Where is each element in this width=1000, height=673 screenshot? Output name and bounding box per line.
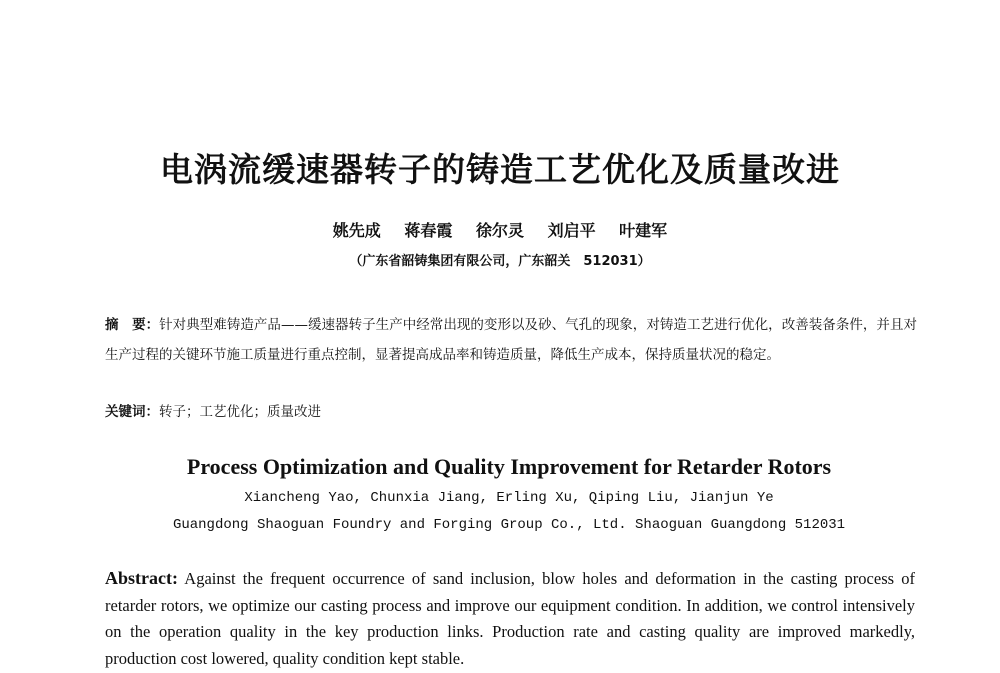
chinese-author: 徐尔灵 <box>475 221 524 240</box>
chinese-author: 叶建军 <box>619 221 668 240</box>
chinese-affiliation: （广东省韶铸集团有限公司，广东韶关 512031） <box>349 254 651 269</box>
chinese-keywords-text: 转子；工艺优化；质量改进 <box>159 404 321 420</box>
chinese-keywords <box>105 400 321 424</box>
chinese-author: 刘启平 <box>547 221 596 240</box>
chinese-author: 姚先成 <box>332 221 381 240</box>
chinese-author-list <box>0 219 1000 243</box>
chinese-abstract-label: 摘 要： <box>105 317 160 333</box>
english-authors: Xiancheng Yao, Chunxia Jiang, Erling Xu, Qiping Liu, Jianjun Ye <box>244 490 774 506</box>
english-abstract <box>105 565 915 672</box>
chinese-abstract-text: 针对典型难铸造产品——缓速器转子生产中经常出现的变形以及砂、气孔的现象，对铸造工艺进行优化，改善装备条件，并且对生产过程的关键环节施工质量进行重点控制，显著提高成品率和铸造质量，降低生产成本，保持质量状况的稳定。 <box>105 317 918 363</box>
chinese-title: 电涡流缓速器转子的铸造工艺优化及质量改进 <box>160 150 840 189</box>
english-abstract-label: Abstract: <box>105 568 178 588</box>
chinese-abstract <box>105 310 917 370</box>
english-abstract-text: Against the frequent occurrence of sand inclusion, blow holes and deformation in the casting process of retarder rotors, we optimize our casting process and improve our equipment condition. In addition, we control intensively on the operation quality in the key production links. Production rate and casting quality are improved markedly, production cost lowered, quality condition kept stable. <box>105 569 915 668</box>
chinese-author: 蒋春霞 <box>404 221 453 240</box>
english-affiliation: Guangdong Shaoguan Foundry and Forging Group Co., Ltd. Shaoguan Guangdong 512031 <box>172 517 846 533</box>
chinese-keywords-label: 关键词： <box>105 404 159 420</box>
english-title: Process Optimization and Quality Improvement for Retarder Rotors <box>186 454 832 479</box>
